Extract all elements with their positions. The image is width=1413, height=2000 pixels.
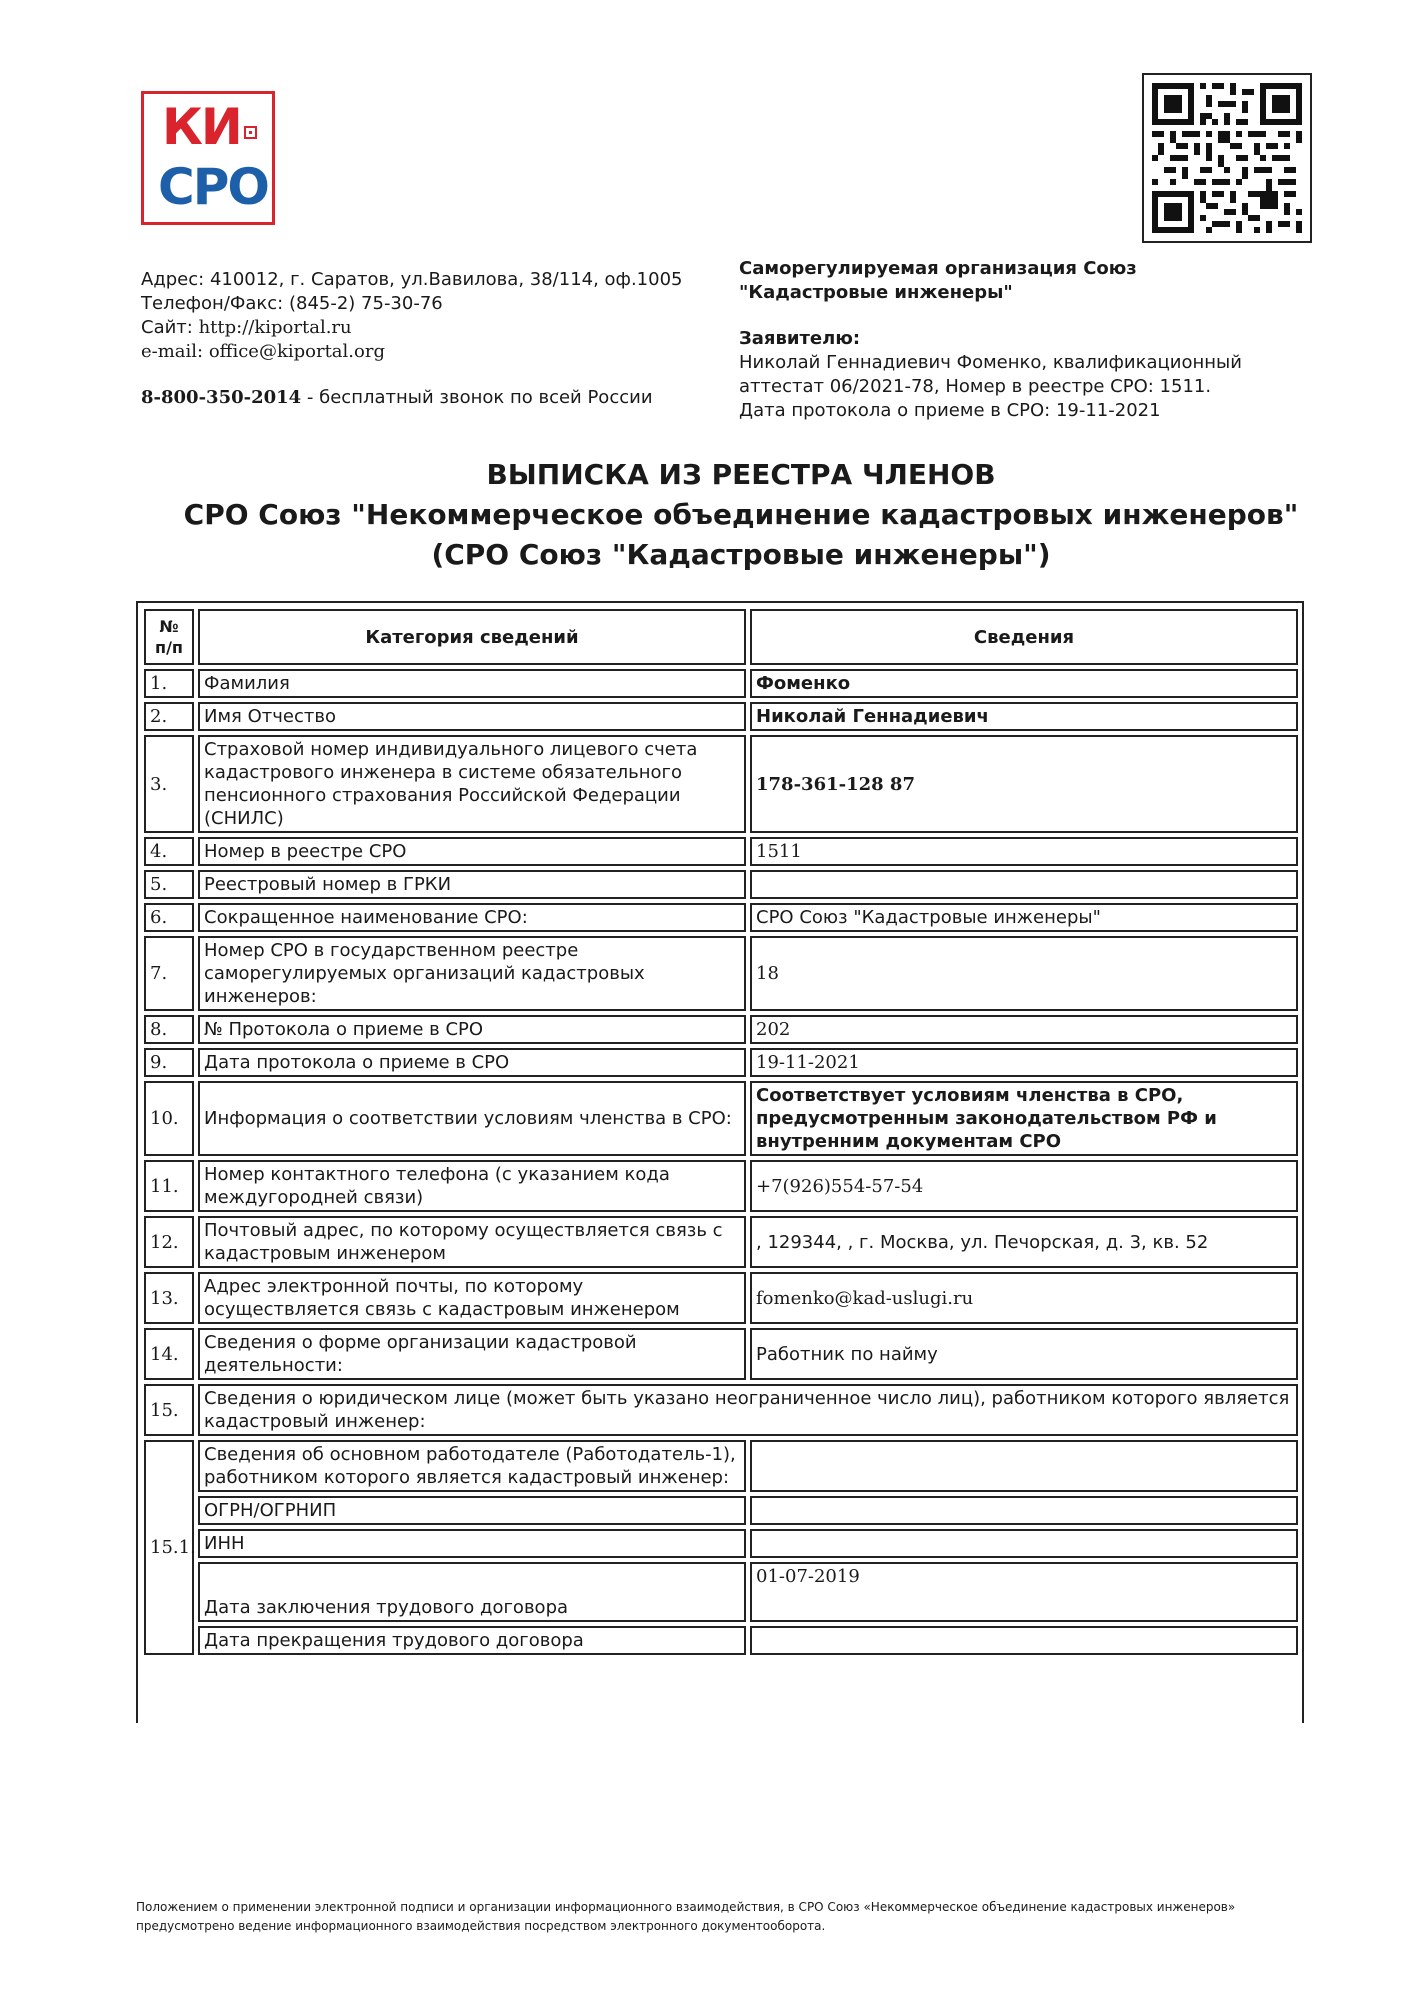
row-category: Сведения о юридическом лице (может быть указано неограниченное число лиц), работником которого является кадастровый инженер: — [198, 1384, 1298, 1436]
row-category: ИНН — [198, 1529, 746, 1558]
row-category: Информация о соответствии условиям членства в СРО: — [198, 1081, 746, 1156]
table-row — [144, 870, 1298, 899]
table-row — [144, 1384, 1298, 1436]
row-num: 7. — [144, 936, 194, 1011]
row-value — [750, 1529, 1298, 1558]
row-num: 14. — [144, 1328, 194, 1380]
qr-code-icon — [1142, 73, 1312, 243]
address-text: Адрес: 410012, г. Саратов, ул.Вавилова, 38/114, оф.1005 — [141, 269, 683, 290]
row-value: Фоменко — [750, 669, 1298, 698]
table-row — [144, 1440, 1298, 1492]
row-value: Соответствует условиям членства в СРО, предусмотренным законодательством РФ и внутренним документам СРО — [750, 1081, 1298, 1156]
row-num: 4. — [144, 837, 194, 866]
hotline-number: 8-800-350-2014 — [141, 387, 302, 408]
logo-text-sro: СРО — [158, 158, 268, 216]
table-row — [144, 837, 1298, 866]
row-category: Сокращенное наименование СРО: — [198, 903, 746, 932]
row-num: 5. — [144, 870, 194, 899]
row-value: 1511 — [750, 837, 1298, 866]
row-value: СРО Союз "Кадастровые инженеры" — [750, 903, 1298, 932]
row-num: 1. — [144, 669, 194, 698]
row-category: Номер контактного телефона (с указанием кода междугородней связи) — [198, 1160, 746, 1212]
row-num: 10. — [144, 1081, 194, 1156]
title-line2: СРО Союз "Некоммерческое объединение кадастровых инженеров" — [183, 498, 1299, 531]
document-title — [141, 455, 1341, 575]
row-value: , 129344, , г. Москва, ул. Печорская, д. 3, кв. 52 — [750, 1216, 1298, 1268]
header-category: Категория сведений — [198, 609, 746, 665]
row-value: fomenko@kad-uslugi.ru — [750, 1272, 1298, 1324]
row-value: Николай Геннадиевич — [750, 702, 1298, 731]
table-row — [144, 702, 1298, 731]
table-row — [144, 1015, 1298, 1044]
table-row — [144, 1160, 1298, 1212]
row-category: Номер СРО в государственном реестре саморегулируемых организаций кадастровых инженеров: — [198, 936, 746, 1011]
row-num: 15. — [144, 1384, 194, 1436]
row-value — [750, 870, 1298, 899]
org-name-line2: "Кадастровые инженеры" — [739, 282, 1013, 303]
table-row — [144, 1529, 1298, 1558]
row-value — [750, 1440, 1298, 1492]
row-value: Работник по найму — [750, 1328, 1298, 1380]
sro-logo — [141, 91, 275, 225]
header-num: № п/п — [144, 609, 194, 665]
row-num: 8. — [144, 1015, 194, 1044]
title-line1: ВЫПИСКА ИЗ РЕЕСТРА ЧЛЕНОВ — [486, 458, 996, 491]
addressee-block — [739, 257, 1299, 423]
row-category: Сведения об основном работодателе (Работодатель-1), работником которого является кадастровый инженер: — [198, 1440, 746, 1492]
table-row — [144, 1562, 1298, 1622]
row-category: Номер в реестре СРО — [198, 837, 746, 866]
table-row — [144, 936, 1298, 1011]
row-category: Дата прекращения трудового договора — [198, 1626, 746, 1655]
row-category: Адрес электронной почты, по которому осуществляется связь с кадастровым инженером — [198, 1272, 746, 1324]
site-link[interactable]: http://kiportal.ru — [198, 317, 352, 338]
table-row — [144, 1272, 1298, 1324]
footer-line2: предусмотрено ведение информационного взаимодействия посредством электронного документооборота. — [136, 1919, 826, 1933]
row-num: 15.1. — [144, 1440, 194, 1655]
row-value — [750, 1626, 1298, 1655]
row-num: 11. — [144, 1160, 194, 1212]
logo-text-ki: КИ — [162, 98, 241, 156]
row-category: ОГРН/ОГРНИП — [198, 1496, 746, 1525]
table-row — [144, 669, 1298, 698]
row-num: 2. — [144, 702, 194, 731]
row-value: 18 — [750, 936, 1298, 1011]
addressee-line2: аттестат 06/2021-78, Номер в реестре СРО: 1511. — [739, 376, 1212, 397]
row-category: Почтовый адрес, по которому осуществляется связь с кадастровым инженером — [198, 1216, 746, 1268]
row-value: 01-07-2019 — [750, 1562, 1298, 1622]
table-row — [144, 903, 1298, 932]
site-line — [141, 316, 701, 340]
row-num: 9. — [144, 1048, 194, 1077]
row-value: 202 — [750, 1015, 1298, 1044]
table-row — [144, 1328, 1298, 1380]
row-category: Фамилия — [198, 669, 746, 698]
registry-table-frame — [136, 601, 1304, 1723]
footer-note — [136, 1898, 1336, 1936]
site-label: Сайт: — [141, 317, 199, 338]
registry-table — [140, 605, 1302, 1659]
row-num: 6. — [144, 903, 194, 932]
table-row — [144, 735, 1298, 833]
row-value: 178-361-128 87 — [750, 735, 1298, 833]
hotline-line — [141, 386, 701, 410]
header-value: Сведения — [750, 609, 1298, 665]
table-row — [144, 1081, 1298, 1156]
row-value — [750, 1496, 1298, 1525]
table-row — [144, 1048, 1298, 1077]
org-name-line1: Саморегулируемая организация Союз — [739, 258, 1137, 279]
row-num: 12. — [144, 1216, 194, 1268]
hotline-text: - бесплатный звонок по всей России — [301, 387, 653, 408]
row-category: Реестровый номер в ГРКИ — [198, 870, 746, 899]
row-num: 13. — [144, 1272, 194, 1324]
row-category: Дата заключения трудового договора — [198, 1562, 746, 1622]
contacts-block — [141, 268, 701, 410]
table-row — [144, 1216, 1298, 1268]
row-value: +7(926)554-57-54 — [750, 1160, 1298, 1212]
row-category: Сведения о форме организации кадастровой деятельности: — [198, 1328, 746, 1380]
email-link[interactable]: e-mail: office@kiportal.org — [141, 341, 385, 362]
logo-square-icon — [244, 126, 257, 139]
phone-fax-text: Телефон/Факс: (845-2) 75-30-76 — [141, 293, 443, 314]
addressee-line3: Дата протокола о приеме в СРО: 19-11-2021 — [739, 400, 1161, 421]
row-category: Имя Отчество — [198, 702, 746, 731]
row-num: 3. — [144, 735, 194, 833]
row-category: Страховой номер индивидуального лицевого счета кадастрового инженера в системе обязательного пенсионного страхования Российской Федерации (СНИЛС) — [198, 735, 746, 833]
row-value: 19-11-2021 — [750, 1048, 1298, 1077]
title-line3: (СРО Союз "Кадастровые инженеры") — [431, 538, 1051, 571]
footer-line1: Положением о применении электронной подписи и организации информационного взаимодействия, в СРО Союз «Некоммерческое объединение кадастровых инженеров» — [136, 1900, 1236, 1914]
table-row — [144, 1496, 1298, 1525]
row-category: Дата протокола о приеме в СРО — [198, 1048, 746, 1077]
addressee-label: Заявителю: — [739, 328, 861, 349]
addressee-line1: Николай Геннадиевич Фоменко, квалификационный — [739, 352, 1242, 373]
table-row — [144, 1626, 1298, 1655]
row-category: № Протокола о приеме в СРО — [198, 1015, 746, 1044]
